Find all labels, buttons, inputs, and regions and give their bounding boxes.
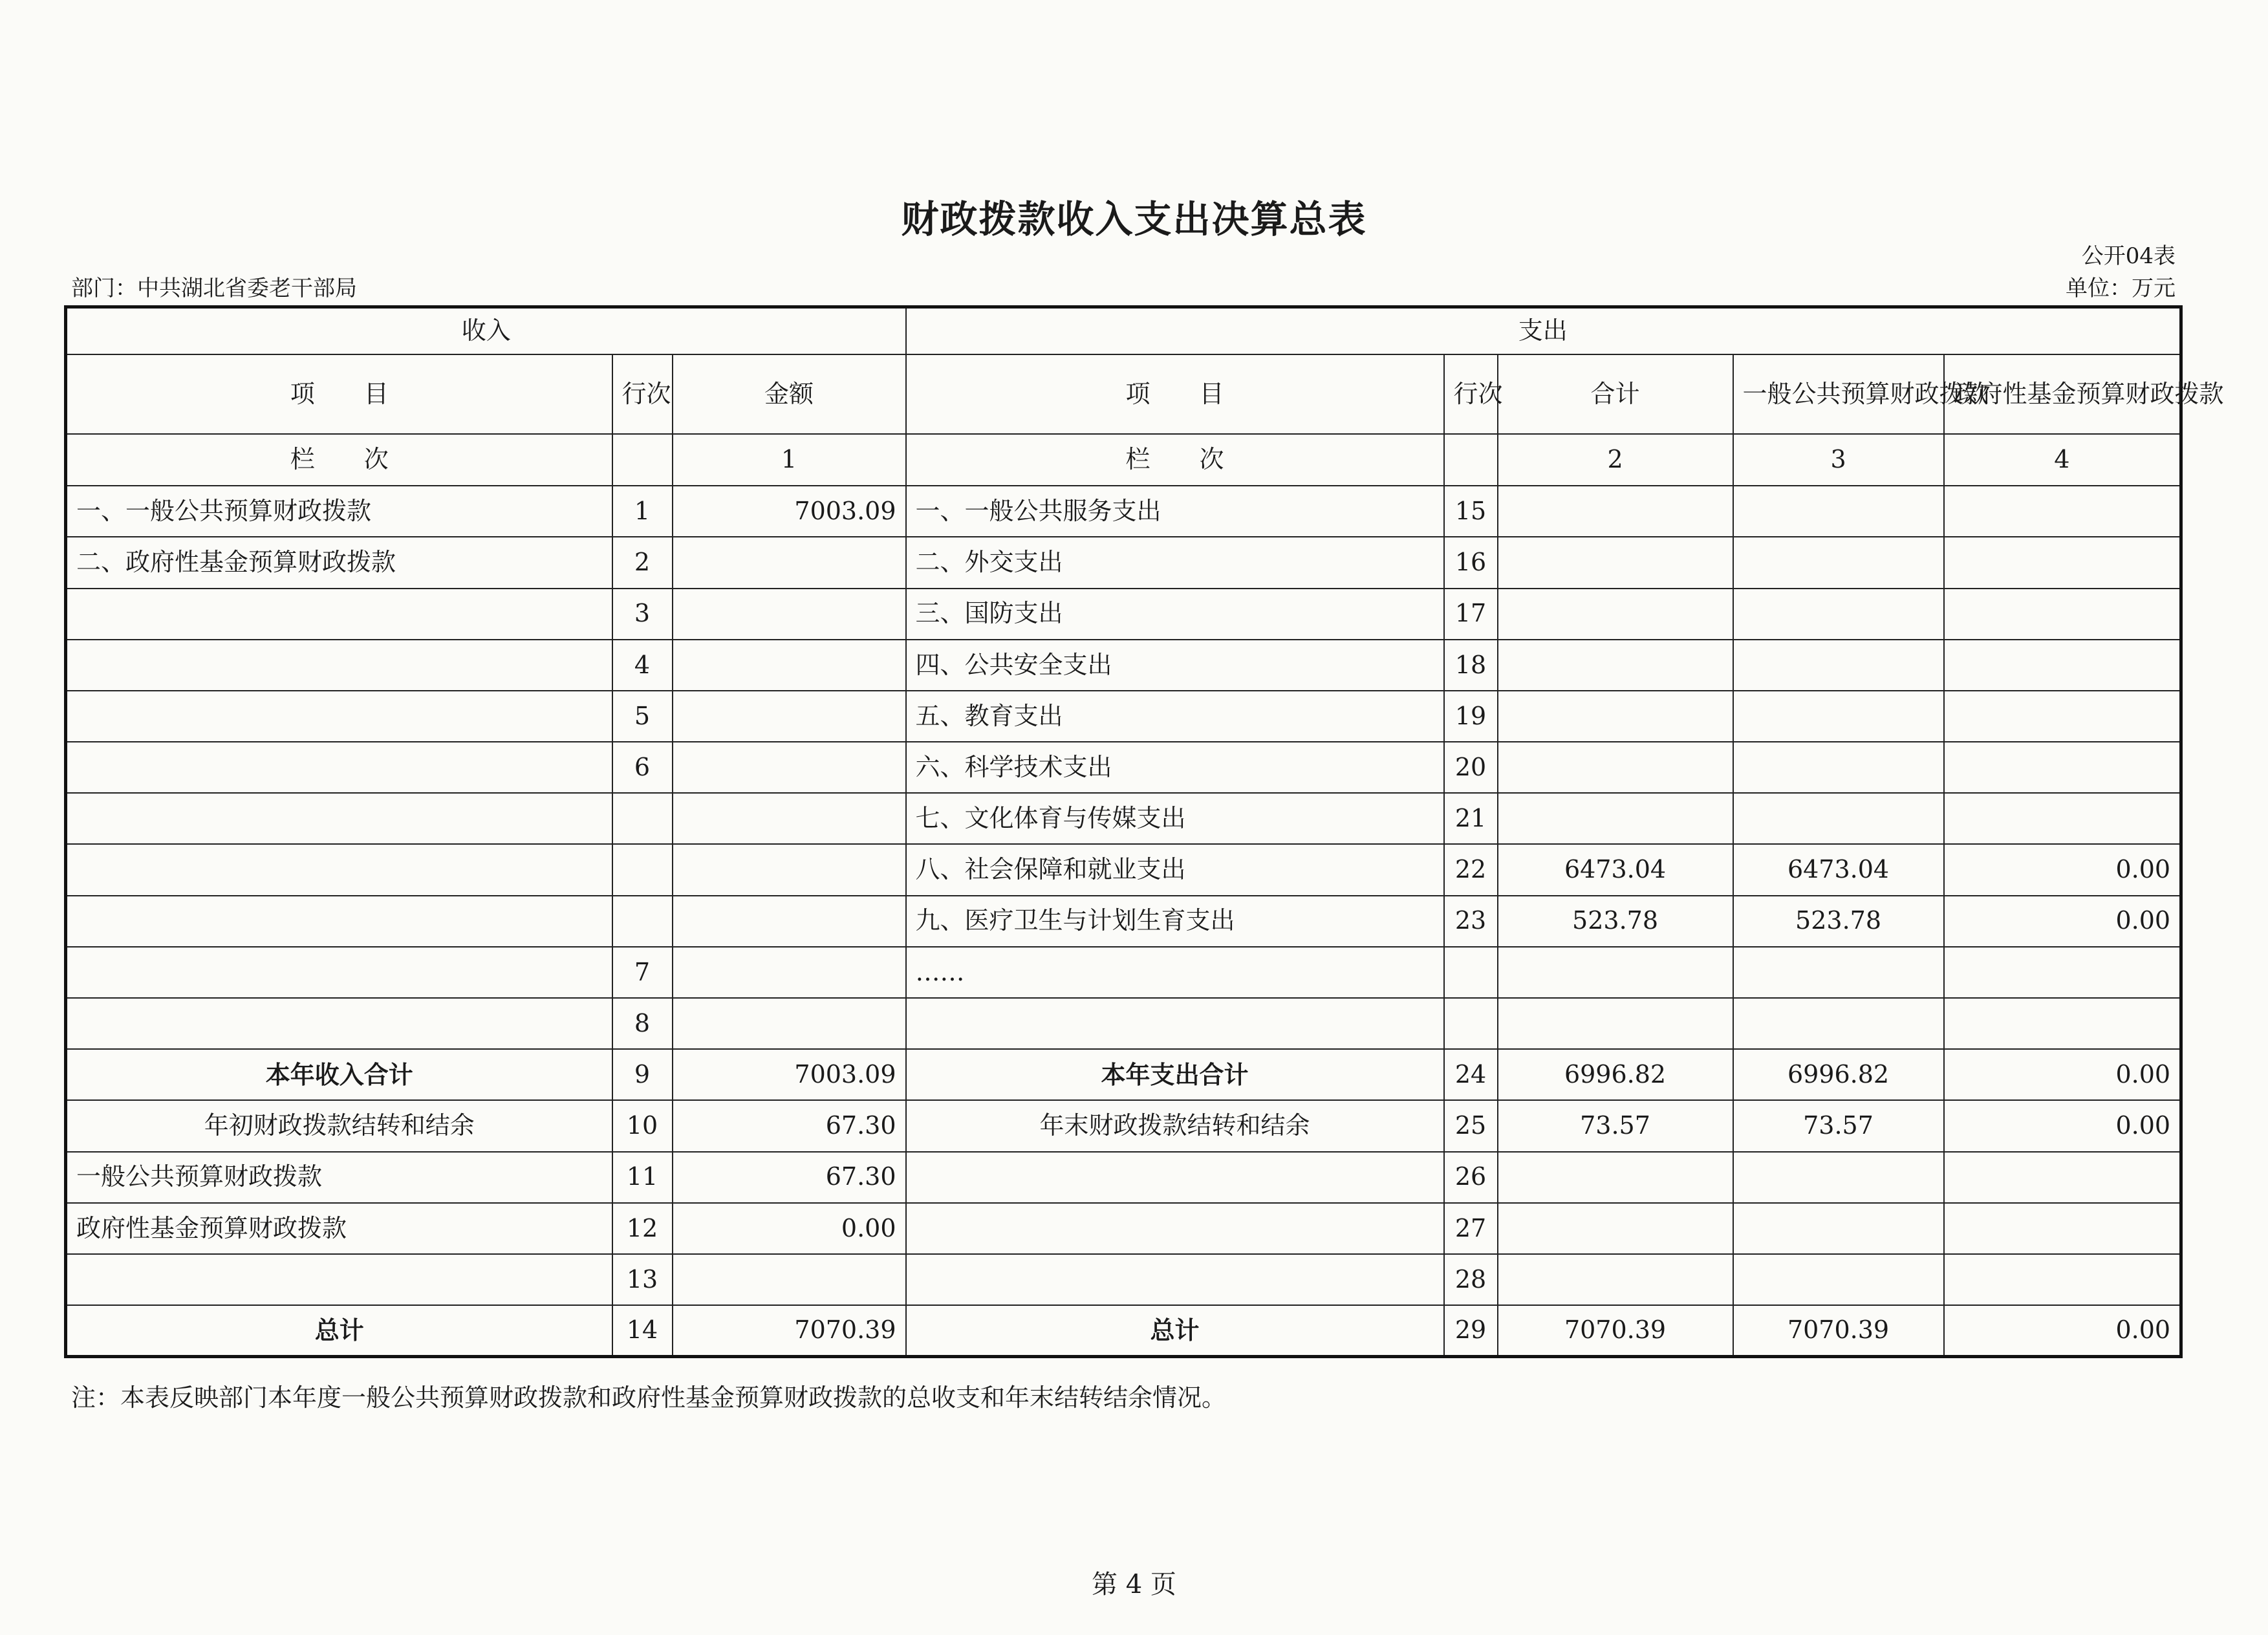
expense-row-no-cell: 16 [1444, 537, 1498, 588]
general-budget-cell [1733, 486, 1944, 537]
table-row [66, 1100, 2181, 1151]
table-row [66, 793, 2181, 844]
income-amount-cell [673, 640, 906, 691]
income-amount-cell [673, 896, 906, 947]
income-item-cell [66, 896, 612, 947]
expense-total-header: 合计 [1498, 354, 1733, 434]
form-code: 公开04表 [2081, 243, 2176, 269]
document-title: 财政拨款收入支出决算总表 [901, 197, 1367, 241]
table-row [66, 589, 2181, 640]
table-row [66, 1305, 2181, 1356]
income-row-no-cell: 6 [612, 742, 673, 793]
fiscal-summary-table [64, 305, 2224, 1358]
expense-item-cell: 九、医疗卫生与计划生育支出 [906, 896, 1444, 947]
expense-total-cell: 523.78 [1498, 896, 1733, 947]
income-amount-cell [673, 742, 906, 793]
expense-row-no-cell: 29 [1444, 1305, 1498, 1356]
income-item-cell [66, 640, 612, 691]
expense-total-cell [1498, 640, 1733, 691]
general-budget-cell: 6996.82 [1733, 1049, 1944, 1100]
expense-total-cell [1498, 998, 1733, 1049]
income-row-no-cell: 2 [612, 537, 673, 588]
general-budget-cell: 7070.39 [1733, 1305, 1944, 1356]
income-column-label: 栏 次 [66, 434, 612, 486]
general-budget-cell: 73.57 [1733, 1100, 1944, 1151]
income-item-cell [66, 998, 612, 1049]
expense-row-no-cell: 15 [1444, 486, 1498, 537]
general-budget-cell [1733, 691, 1944, 742]
income-item-cell: 一、一般公共预算财政拨款 [66, 486, 612, 537]
expense-item-cell: 一、一般公共服务支出 [906, 486, 1444, 537]
expense-row-no-header: 行次 [1444, 354, 1498, 434]
expense-total-cell [1498, 793, 1733, 844]
expense-row-no-cell: 23 [1444, 896, 1498, 947]
income-amount-cell [673, 1254, 906, 1305]
expense-row-no-cell: 18 [1444, 640, 1498, 691]
expense-item-cell: 七、文化体育与传媒支出 [906, 793, 1444, 844]
expense-row-no-cell: 20 [1444, 742, 1498, 793]
income-amount-cell: 67.30 [673, 1100, 906, 1151]
fund-budget-cell [1944, 1254, 2181, 1305]
fund-budget-cell [1944, 998, 2181, 1049]
fund-budget-cell [1944, 537, 2181, 588]
income-item-cell: 政府性基金预算财政拨款 [66, 1203, 612, 1254]
fund-budget-cell [1944, 691, 2181, 742]
general-budget-cell [1733, 742, 1944, 793]
fund-budget-cell [1944, 640, 2181, 691]
income-amount-cell [673, 691, 906, 742]
expense-row-no-cell: 27 [1444, 1203, 1498, 1254]
table-row [66, 742, 2181, 793]
income-row-no-cell: 9 [612, 1049, 673, 1100]
general-budget-cell [1733, 537, 1944, 588]
income-amount-cell [673, 537, 906, 588]
expense-total-cell [1498, 589, 1733, 640]
expense-total-cell [1498, 537, 1733, 588]
income-amount-cell [673, 844, 906, 895]
income-row-no-cell: 14 [612, 1305, 673, 1356]
table-row [66, 947, 2181, 998]
income-item-cell: 本年收入合计 [66, 1049, 612, 1100]
table-row [66, 640, 2181, 691]
income-row-no-cell: 11 [612, 1152, 673, 1203]
fund-budget-cell [1944, 1152, 2181, 1203]
column-index-2: 2 [1498, 434, 1733, 486]
income-row-no-cell [612, 793, 673, 844]
income-item-cell [66, 589, 612, 640]
general-budget-cell [1733, 998, 1944, 1049]
expense-item-cell: 五、教育支出 [906, 691, 1444, 742]
general-budget-cell [1733, 640, 1944, 691]
income-row-no-header: 行次 [612, 354, 673, 434]
expense-item-cell: 六、科学技术支出 [906, 742, 1444, 793]
income-row-no-cell [612, 896, 673, 947]
column-header-row [66, 354, 2181, 434]
fund-budget-cell: 0.00 [1944, 1100, 2181, 1151]
income-item-cell: 年初财政拨款结转和结余 [66, 1100, 612, 1151]
fund-budget-cell: 0.00 [1944, 844, 2181, 895]
expense-item-cell: 总计 [906, 1305, 1444, 1356]
income-amount-cell [673, 947, 906, 998]
income-row-no-cell: 10 [612, 1100, 673, 1151]
income-row-no-cell: 8 [612, 998, 673, 1049]
income-amount-cell: 67.30 [673, 1152, 906, 1203]
general-budget-cell: 523.78 [1733, 896, 1944, 947]
expense-item-cell: 三、国防支出 [906, 589, 1444, 640]
income-amount-cell: 0.00 [673, 1203, 906, 1254]
expense-total-cell: 6473.04 [1498, 844, 1733, 895]
income-row-no-cell: 12 [612, 1203, 673, 1254]
income-amount-cell: 7003.09 [673, 486, 906, 537]
income-item-cell [66, 947, 612, 998]
income-row-no-index [612, 434, 673, 486]
table-row [66, 844, 2181, 895]
expense-row-no-cell: 24 [1444, 1049, 1498, 1100]
expense-item-header: 项 目 [906, 354, 1444, 434]
expense-row-no-cell: 21 [1444, 793, 1498, 844]
income-item-cell: 总计 [66, 1305, 612, 1356]
expense-total-cell [1498, 691, 1733, 742]
expense-row-no-cell: 25 [1444, 1100, 1498, 1151]
expense-row-no-cell: 17 [1444, 589, 1498, 640]
expense-section-header: 支出 [906, 307, 2181, 354]
income-item-cell [66, 844, 612, 895]
general-budget-cell [1733, 589, 1944, 640]
income-row-no-cell [612, 844, 673, 895]
income-row-no-cell: 13 [612, 1254, 673, 1305]
expense-total-cell [1498, 1203, 1733, 1254]
table-row [66, 691, 2181, 742]
income-item-cell [66, 691, 612, 742]
income-amount-cell [673, 589, 906, 640]
expense-total-cell: 73.57 [1498, 1100, 1733, 1151]
expense-total-cell [1498, 1152, 1733, 1203]
table-row [66, 896, 2181, 947]
table-row [66, 1203, 2181, 1254]
expense-total-cell [1498, 742, 1733, 793]
fund-budget-header: 政府性基金预算财政拨款 [1944, 354, 2181, 434]
department-label: 部门：中共湖北省委老干部局 [71, 276, 357, 301]
income-amount-cell [673, 998, 906, 1049]
expense-item-cell [906, 998, 1444, 1049]
income-item-cell [66, 1254, 612, 1305]
expense-item-cell: 二、外交支出 [906, 537, 1444, 588]
income-amount-cell: 7070.39 [673, 1305, 906, 1356]
expense-total-cell [1498, 1254, 1733, 1305]
income-row-no-cell: 3 [612, 589, 673, 640]
table-row [66, 1049, 2181, 1100]
expense-item-cell [906, 1203, 1444, 1254]
table-row [66, 998, 2181, 1049]
general-budget-cell [1733, 1203, 1944, 1254]
income-section-header: 收入 [66, 307, 906, 354]
expense-row-no-cell [1444, 998, 1498, 1049]
fund-budget-cell [1944, 486, 2181, 537]
expense-total-cell [1498, 486, 1733, 537]
fund-budget-cell [1944, 742, 2181, 793]
income-row-no-cell: 4 [612, 640, 673, 691]
fund-budget-cell: 0.00 [1944, 1305, 2181, 1356]
income-row-no-cell: 7 [612, 947, 673, 998]
general-budget-cell [1733, 1152, 1944, 1203]
expense-item-cell [906, 1152, 1444, 1203]
column-index-row [66, 434, 2181, 486]
footnote: 注：本表反映部门本年度一般公共预算财政拨款和政府性基金预算财政拨款的总收支和年末结转结余情况。 [71, 1383, 1227, 1412]
expense-total-cell: 7070.39 [1498, 1305, 1733, 1356]
fund-budget-cell: 0.00 [1944, 896, 2181, 947]
general-budget-cell [1733, 1254, 1944, 1305]
table-row [66, 537, 2181, 588]
page-number: 第 4 页 [1092, 1570, 1176, 1599]
expense-row-no-index [1444, 434, 1498, 486]
expense-column-label: 栏 次 [906, 434, 1444, 486]
expense-item-cell [906, 1254, 1444, 1305]
expense-item-cell: 四、公共安全支出 [906, 640, 1444, 691]
expense-row-no-cell: 22 [1444, 844, 1498, 895]
table-row [66, 1254, 2181, 1305]
column-index-3: 3 [1733, 434, 1944, 486]
fund-budget-cell: 0.00 [1944, 1049, 2181, 1100]
income-amount-cell: 7003.09 [673, 1049, 906, 1100]
fund-budget-cell [1944, 793, 2181, 844]
table-row [66, 486, 2181, 537]
general-budget-cell: 6473.04 [1733, 844, 1944, 895]
expense-row-no-cell: 19 [1444, 691, 1498, 742]
unit-label: 单位：万元 [2066, 276, 2176, 301]
expense-row-no-cell: 28 [1444, 1254, 1498, 1305]
expense-total-cell: 6996.82 [1498, 1049, 1733, 1100]
expense-item-cell: …… [906, 947, 1444, 998]
income-item-cell: 一般公共预算财政拨款 [66, 1152, 612, 1203]
general-budget-header: 一般公共预算财政拨款 [1733, 354, 1944, 434]
general-budget-cell [1733, 793, 1944, 844]
expense-item-cell: 八、社会保障和就业支出 [906, 844, 1444, 895]
expense-total-cell [1498, 947, 1733, 998]
income-amount-cell [673, 793, 906, 844]
general-budget-cell [1733, 947, 1944, 998]
expense-row-no-cell [1444, 947, 1498, 998]
expense-row-no-cell: 26 [1444, 1152, 1498, 1203]
income-item-cell: 二、政府性基金预算财政拨款 [66, 537, 612, 588]
income-item-cell [66, 742, 612, 793]
column-index-4: 4 [1944, 434, 2181, 486]
income-amount-header: 金额 [673, 354, 906, 434]
income-item-cell [66, 793, 612, 844]
income-item-header: 项 目 [66, 354, 612, 434]
table-row [66, 1152, 2181, 1203]
income-row-no-cell: 1 [612, 486, 673, 537]
expense-item-cell: 本年支出合计 [906, 1049, 1444, 1100]
fund-budget-cell [1944, 947, 2181, 998]
income-row-no-cell: 5 [612, 691, 673, 742]
section-header-row [66, 307, 2181, 354]
fund-budget-cell [1944, 589, 2181, 640]
expense-item-cell: 年末财政拨款结转和结余 [906, 1100, 1444, 1151]
fund-budget-cell [1944, 1203, 2181, 1254]
column-index-1: 1 [673, 434, 906, 486]
